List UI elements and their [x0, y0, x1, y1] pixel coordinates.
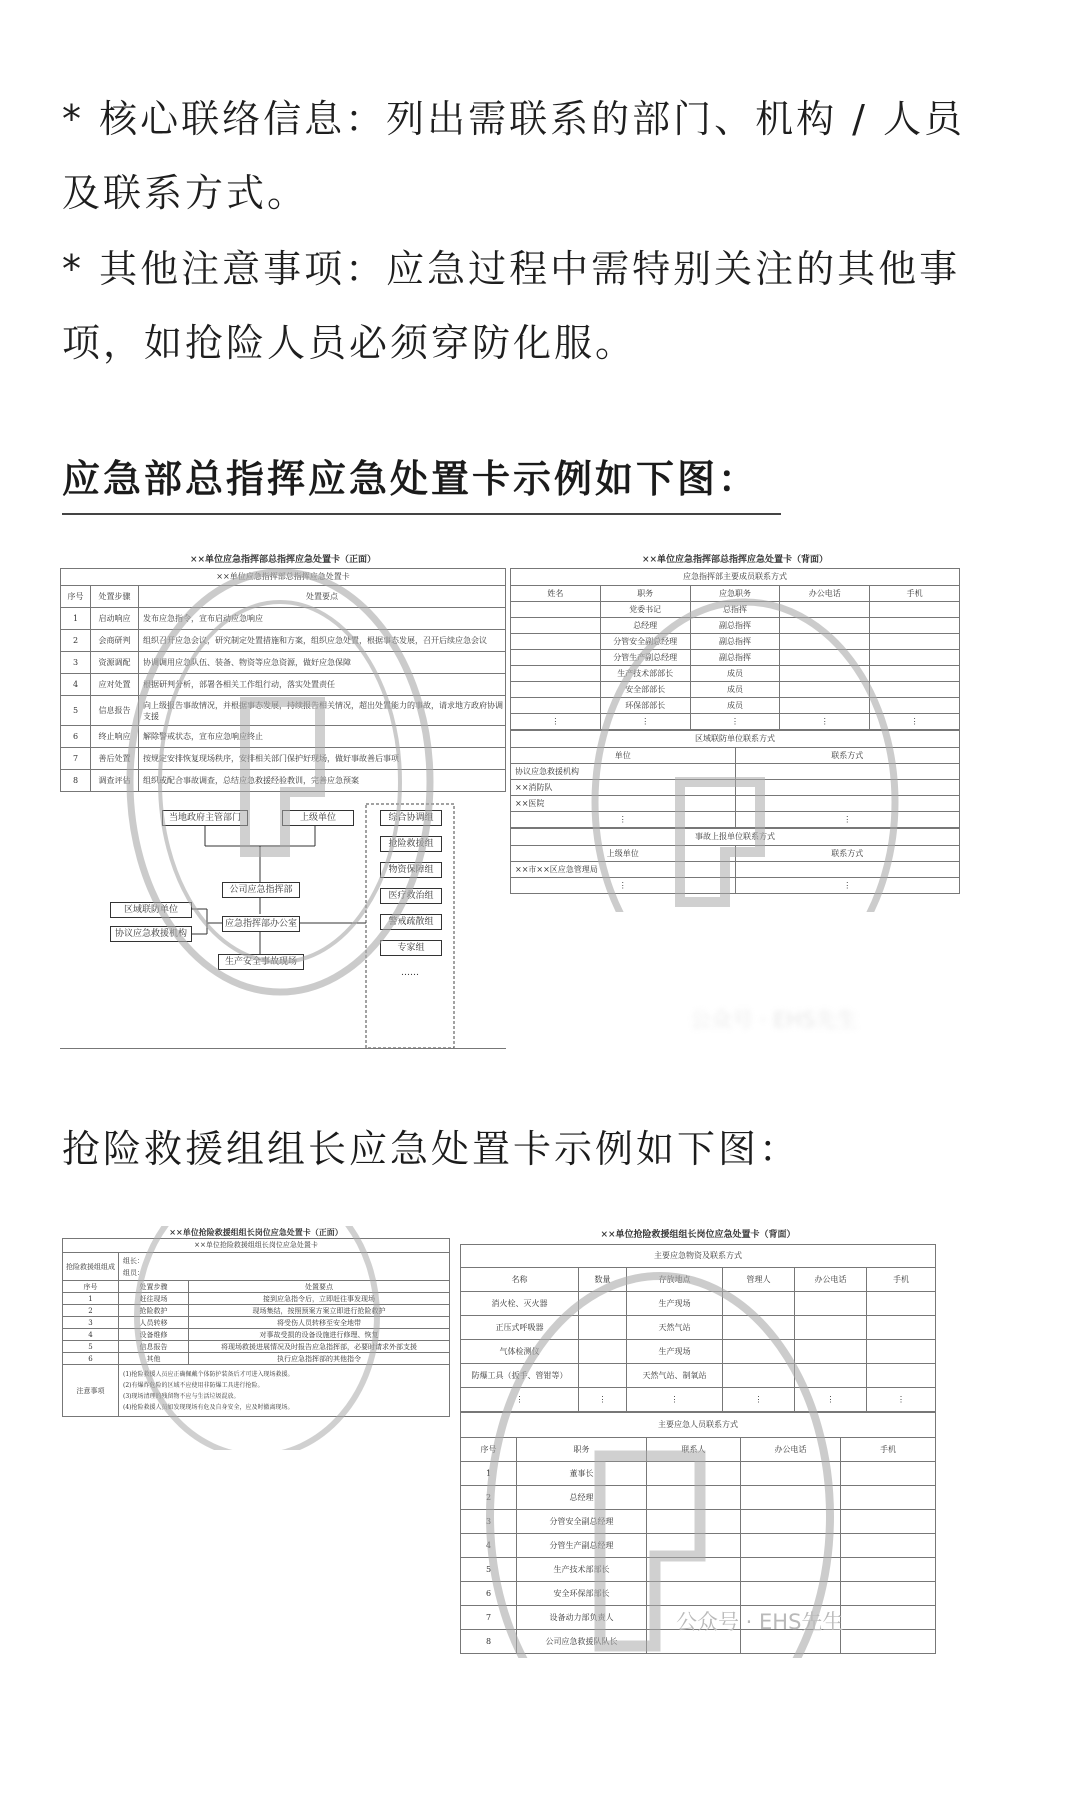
table-header: 处置步骤	[91, 586, 139, 608]
cell	[841, 1630, 936, 1654]
cell: 注意事项	[63, 1365, 119, 1417]
paragraph-other-notes	[62, 232, 1022, 380]
cell	[723, 1364, 795, 1388]
table-header: 数量	[579, 1268, 627, 1292]
cell	[735, 780, 960, 796]
card-title: ××单位抢险救援组组长岗位应急处置卡（背面）	[600, 1230, 796, 1240]
cell	[647, 1558, 741, 1582]
cell: 将受伤人员转移至安全地带	[189, 1317, 450, 1329]
section-heading-commander-card	[62, 448, 759, 503]
cell	[741, 1510, 841, 1534]
table-row	[61, 608, 506, 630]
cell: 1	[61, 608, 91, 630]
cell: ××消防队	[511, 780, 736, 796]
cell: 信息报告	[119, 1341, 189, 1353]
cell	[579, 1316, 627, 1340]
card-subtitle: ××单位抢险救援组组长岗位应急处置卡	[62, 1238, 450, 1252]
table-header: 序号	[61, 586, 91, 608]
section-title: 主要应急人员联系方式	[460, 1412, 936, 1437]
table-header: 办公电话	[741, 1438, 841, 1462]
flow-group: 医疗救治组	[380, 888, 442, 904]
cell: 组织召开应急会议，研究制定处置措施和方案，组织应急处置，根据事态发展，召开后续应急会议	[139, 630, 506, 652]
cell	[735, 764, 960, 780]
disposal-steps-table	[60, 585, 506, 792]
flow-rescue-agency: 协议应急救援机构	[110, 926, 192, 942]
cell	[735, 862, 960, 878]
cell	[870, 650, 960, 666]
cell: 4	[461, 1534, 517, 1558]
cell: 向上级报告事故情况，并根据事态发展，持续报告相关情况，超出处置能力的事故，请求地方政府协调支援	[139, 696, 506, 726]
flow-regional-unit: 区域联防单位	[110, 902, 192, 918]
table-row	[63, 1293, 450, 1305]
cell: 对事故受损的设备设施进行修理、恢复	[189, 1329, 450, 1341]
cell	[511, 698, 601, 714]
cell: 2	[63, 1305, 119, 1317]
cell	[511, 602, 601, 618]
table-header: 联系方式	[735, 846, 960, 862]
flowchart	[60, 802, 506, 1049]
paragraph-contact-info	[62, 82, 1022, 230]
cell: 分管生产副总经理	[600, 650, 690, 666]
flow-group: 综合协调组	[380, 810, 442, 826]
regional-contact-table	[510, 747, 960, 828]
table-header: 职务	[600, 586, 690, 602]
cell: 执行应急指挥部的其他指令	[189, 1353, 450, 1365]
cell: 6	[461, 1582, 517, 1606]
cell: ⋮	[735, 812, 960, 828]
cell	[511, 650, 601, 666]
table-row	[461, 1462, 936, 1486]
table-row	[61, 726, 506, 748]
table-row	[511, 764, 960, 780]
table-row	[511, 862, 960, 878]
table-header: 单位	[511, 748, 736, 764]
table-row	[63, 1317, 450, 1329]
cell: 6	[61, 726, 91, 748]
cell	[579, 1340, 627, 1364]
cell: 现场集结，按照预案方案立即进行抢险救护	[189, 1305, 450, 1317]
table-row	[61, 696, 506, 726]
card1-front-image	[60, 552, 506, 1052]
rescue-steps-table	[62, 1252, 450, 1417]
cell: 公司应急救援队队长	[517, 1630, 647, 1654]
cell	[870, 618, 960, 634]
section-title: 应急指挥部主要成员联系方式	[510, 568, 960, 585]
cell	[870, 682, 960, 698]
cell: 其他	[119, 1353, 189, 1365]
table-header: 手机	[841, 1438, 936, 1462]
table-header: 处置要点	[189, 1281, 450, 1293]
cell	[780, 698, 870, 714]
cell: 启动响应	[91, 608, 139, 630]
cell	[511, 618, 601, 634]
cell	[841, 1534, 936, 1558]
cell: 善后处置	[91, 748, 139, 770]
members-contact-table	[510, 585, 960, 730]
cell: ⋮	[627, 1388, 723, 1412]
table-header: 序号	[461, 1438, 517, 1462]
cell	[867, 1340, 936, 1364]
cell: 解除警戒状态，宣布应急响应终止	[139, 726, 506, 748]
table-header: 处置步骤	[119, 1281, 189, 1293]
cell	[647, 1534, 741, 1558]
cell: 总指挥	[690, 602, 780, 618]
table-header: 序号	[63, 1281, 119, 1293]
cell	[511, 682, 601, 698]
cell: 协调调用应急队伍、装备、物资等应急资源，做好应急保障	[139, 652, 506, 674]
cell: 3	[461, 1510, 517, 1534]
cell: 根据研判分析，部署各相关工作组行动，落实处置责任	[139, 674, 506, 696]
table-row	[461, 1510, 936, 1534]
table-header: 姓名	[511, 586, 601, 602]
table-row	[511, 666, 960, 682]
cell	[867, 1364, 936, 1388]
watermark-text: 公众号 · EHS先生	[676, 1610, 844, 1634]
cell: 抢险救援组组成	[63, 1253, 119, 1281]
cell	[780, 682, 870, 698]
cell	[841, 1510, 936, 1534]
cell: 赶往现场	[119, 1293, 189, 1305]
cell	[735, 796, 960, 812]
table-header: 名称	[461, 1268, 579, 1292]
cell	[579, 1292, 627, 1316]
table-header: 管理人	[723, 1268, 795, 1292]
cell: 3	[63, 1317, 119, 1329]
notes-cell	[119, 1365, 450, 1417]
cell: 3	[61, 652, 91, 674]
cell: 安全部部长	[600, 682, 690, 698]
cell: 副总指挥	[690, 618, 780, 634]
note-item: (3)现场清理的残留物不应与生活垃圾混放。	[123, 1392, 240, 1400]
cell: 天然气站	[627, 1316, 723, 1340]
cell: 人员转移	[119, 1317, 189, 1329]
table-row	[461, 1534, 936, 1558]
paragraph-line: * 其他注意事项：应急过程中需特别关注的其他事	[62, 247, 961, 291]
cell: 发布应急指令，宣布启动应急响应	[139, 608, 506, 630]
cell: ⋮	[511, 714, 601, 730]
cell: 8	[461, 1630, 517, 1654]
table-row	[511, 780, 960, 796]
cell	[841, 1582, 936, 1606]
card2-front-image	[62, 1226, 450, 1450]
table-row	[461, 1316, 936, 1340]
cell	[870, 666, 960, 682]
cell: 接到应急指令后，立即赶往事发现场	[189, 1293, 450, 1305]
table-header: 职务	[517, 1438, 647, 1462]
cell	[870, 634, 960, 650]
heading-text: 应急部总指挥应急处置卡示例如下图：	[62, 457, 760, 501]
cell: 设备动力部负责人	[517, 1606, 647, 1630]
cell: 7	[61, 748, 91, 770]
cell	[647, 1486, 741, 1510]
cell	[795, 1316, 867, 1340]
cell: 天然气站、制氧站	[627, 1364, 723, 1388]
cell	[795, 1340, 867, 1364]
table-row	[63, 1353, 450, 1365]
cell: 成员	[690, 666, 780, 682]
cell	[723, 1316, 795, 1340]
section-heading-rescue-card	[62, 1118, 800, 1173]
blurred-watermark-text: 公众号 · EHS先生	[690, 1008, 858, 1032]
cell: 协议应急救援机构	[511, 764, 736, 780]
report-contact-table	[510, 845, 960, 894]
cell: ⋮	[579, 1388, 627, 1412]
table-row	[461, 1558, 936, 1582]
table-header: 办公电话	[795, 1268, 867, 1292]
cell	[741, 1558, 841, 1582]
cell	[741, 1462, 841, 1486]
section-title: 区域联防单位联系方式	[510, 730, 960, 747]
table-row	[63, 1329, 450, 1341]
cell: ⋮	[867, 1388, 936, 1412]
cell: 终止响应	[91, 726, 139, 748]
cell: ⋮	[795, 1388, 867, 1412]
table-header: 办公电话	[780, 586, 870, 602]
cell: 会商研判	[91, 630, 139, 652]
cell: ××市××区应急管理局	[511, 862, 736, 878]
cell	[841, 1558, 936, 1582]
materials-table	[460, 1267, 936, 1412]
card2-back-image	[460, 1226, 936, 1658]
cell	[841, 1486, 936, 1510]
cell	[780, 602, 870, 618]
table-row	[61, 630, 506, 652]
cell: 5	[61, 696, 91, 726]
cell: 调查评估	[91, 770, 139, 792]
table-row	[461, 1340, 936, 1364]
paragraph-line: 项，如抢险人员必须穿防化服。	[62, 321, 637, 365]
cell: 设备维修	[119, 1329, 189, 1341]
card-title: ××单位应急指挥部总指挥应急处置卡（正面）	[189, 555, 377, 565]
cell: 按规定安排恢复现场秩序，安排相关部门保护好现场，做好事故善后事项	[139, 748, 506, 770]
cell: ⋮	[870, 714, 960, 730]
team-row	[63, 1253, 450, 1281]
cell: 抢险救护	[119, 1305, 189, 1317]
note-item: (4)抢险救援人员如发现现场有危及自身安全，应及时撤离现场。	[123, 1403, 294, 1411]
cell	[647, 1582, 741, 1606]
heading-underline	[62, 513, 781, 515]
cell	[870, 602, 960, 618]
cell: 总经理	[517, 1486, 647, 1510]
cell	[741, 1582, 841, 1606]
cell: 成员	[690, 682, 780, 698]
cell	[511, 634, 601, 650]
cell: 生产技术部部长	[517, 1558, 647, 1582]
cell: 生产技术部部长	[600, 666, 690, 682]
flow-group: 物资保障组	[380, 862, 442, 878]
cell: 董事长	[517, 1462, 647, 1486]
table-row	[511, 812, 960, 828]
cell: 生产现场	[627, 1340, 723, 1364]
cell	[841, 1462, 936, 1486]
cell	[741, 1486, 841, 1510]
cell: 4	[63, 1329, 119, 1341]
cell: 气体检测仪	[461, 1340, 579, 1364]
table-row	[461, 1486, 936, 1510]
flow-group: 警戒疏散组	[380, 914, 442, 930]
heading-text: 抢险救援组组长应急处置卡示例如下图：	[62, 1127, 801, 1171]
table-row	[461, 1292, 936, 1316]
cell: 分管安全副总经理	[600, 634, 690, 650]
cell: 1	[63, 1293, 119, 1305]
team-member-field: 组员：	[123, 1268, 144, 1277]
table-header: 上级单位	[511, 846, 736, 862]
table-row	[461, 1364, 936, 1388]
cell	[723, 1340, 795, 1364]
table-row	[511, 650, 960, 666]
table-header: 应急职务	[690, 586, 780, 602]
cell: ⋮	[511, 878, 736, 894]
cell: ⋮	[690, 714, 780, 730]
card-subtitle: ××单位应急指挥部总指挥应急处置卡	[60, 568, 506, 585]
table-header: 联系方式	[735, 748, 960, 764]
cell: 组织或配合事故调查，总结应急救援经验教训，完善应急预案	[139, 770, 506, 792]
cell	[780, 634, 870, 650]
cell	[867, 1292, 936, 1316]
cell: ⋮	[511, 812, 736, 828]
table-row	[61, 652, 506, 674]
cell: 安全环保部部长	[517, 1582, 647, 1606]
cell: 信息报告	[91, 696, 139, 726]
cell: ⋮	[600, 714, 690, 730]
cell: 环保部部长	[600, 698, 690, 714]
cell: 资源调配	[91, 652, 139, 674]
cell: 正压式呼吸器	[461, 1316, 579, 1340]
cell	[647, 1462, 741, 1486]
flow-superior-unit: 上级单位	[282, 810, 354, 826]
cell: 7	[461, 1606, 517, 1630]
cell	[795, 1292, 867, 1316]
cell: 4	[61, 674, 91, 696]
table-row	[511, 618, 960, 634]
cell: ⋮	[780, 714, 870, 730]
card-title: ××单位应急指挥部总指挥应急处置卡（背面）	[641, 555, 829, 565]
note-item: (2)有爆炸危险的区域不应使用非防爆工具进行抢险。	[123, 1381, 264, 1389]
cell	[867, 1316, 936, 1340]
table-row	[511, 796, 960, 812]
cell	[579, 1364, 627, 1388]
cell: 应对处置	[91, 674, 139, 696]
cell: ××医院	[511, 796, 736, 812]
flow-command-office: 应急指挥部办公室	[222, 916, 300, 932]
cell	[780, 666, 870, 682]
table-row	[511, 682, 960, 698]
table-row	[511, 698, 960, 714]
cell	[119, 1253, 450, 1281]
table-header: 手机	[867, 1268, 936, 1292]
cell: 8	[61, 770, 91, 792]
cell	[647, 1510, 741, 1534]
cell: 总经理	[600, 618, 690, 634]
cell: 1	[461, 1462, 517, 1486]
paragraph-line: * 核心联络信息：列出需联系的部门、机构 / 人员	[62, 97, 966, 141]
table-row	[63, 1341, 450, 1353]
cell: 2	[61, 630, 91, 652]
cell	[780, 650, 870, 666]
cell: 将现场救援进展情况及时报告应急指挥部，必要时请求外部支援	[189, 1341, 450, 1353]
cell	[741, 1534, 841, 1558]
section-title: 事故上报单位联系方式	[510, 828, 960, 845]
cell: 副总指挥	[690, 650, 780, 666]
cell: ⋮	[735, 878, 960, 894]
cell: ⋮	[461, 1388, 579, 1412]
cell: 副总指挥	[690, 634, 780, 650]
table-row	[461, 1582, 936, 1606]
table-row	[63, 1305, 450, 1317]
notes-row	[63, 1365, 450, 1417]
cell: 生产现场	[627, 1292, 723, 1316]
cell	[723, 1292, 795, 1316]
cell: 成员	[690, 698, 780, 714]
flow-group: 专家组	[380, 940, 442, 956]
cell	[795, 1364, 867, 1388]
table-header: 联系人	[647, 1438, 741, 1462]
note-item: (1)抢险救援人员应正确佩戴个体防护装备后才可进入现场救援。	[123, 1370, 294, 1378]
cell	[511, 666, 601, 682]
flow-accident-site: 生产安全事故现场	[218, 954, 304, 970]
cell: 防爆工具（扳手、管钳等）	[461, 1364, 579, 1388]
cell: 5	[63, 1341, 119, 1353]
cell: 消火栓、灭火器	[461, 1292, 579, 1316]
cell	[780, 618, 870, 634]
card1-back-image	[510, 552, 960, 912]
table-row	[511, 878, 960, 894]
cell: ⋮	[723, 1388, 795, 1412]
cell: 分管安全副总经理	[517, 1510, 647, 1534]
table-row	[511, 602, 960, 618]
cell: 分管生产副总经理	[517, 1534, 647, 1558]
table-row	[61, 770, 506, 792]
team-leader-field: 组长：	[123, 1256, 144, 1265]
flow-command-center: 公司应急指挥部	[222, 882, 300, 898]
flow-group-ellipsis: ……	[401, 968, 419, 978]
table-row	[511, 714, 960, 730]
table-row	[461, 1388, 936, 1412]
cell: 党委书记	[600, 602, 690, 618]
cell	[841, 1606, 936, 1630]
section-title: 主要应急物资及联系方式	[460, 1244, 936, 1267]
cell: 5	[461, 1558, 517, 1582]
cell	[870, 698, 960, 714]
table-row	[61, 674, 506, 696]
table-header: 处置要点	[139, 586, 506, 608]
table-row	[61, 748, 506, 770]
flow-group: 抢险救援组	[380, 836, 442, 852]
table-row	[511, 634, 960, 650]
cell: 2	[461, 1486, 517, 1510]
cell: 6	[63, 1353, 119, 1365]
card-title: ××单位抢险救援组组长岗位应急处置卡（正面）	[169, 1227, 343, 1237]
flow-gov-department: 当地政府主管部门	[162, 810, 248, 826]
table-header: 存放地点	[627, 1268, 723, 1292]
table-header: 手机	[870, 586, 960, 602]
paragraph-line: 及联系方式。	[62, 171, 309, 215]
